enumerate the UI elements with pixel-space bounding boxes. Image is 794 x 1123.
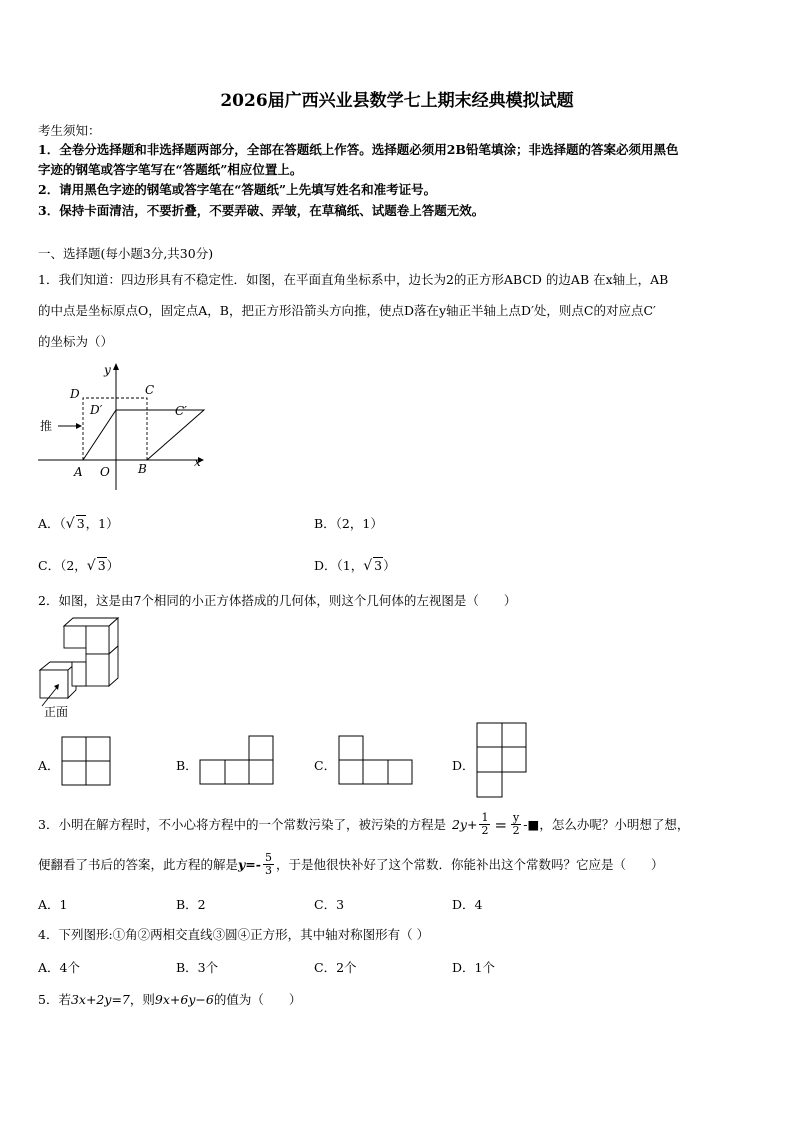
notice-item-2: 2．请用黑色字迹的钢笔或答字笔在“答题纸”上先填写姓名和准考证号。 — [38, 182, 437, 197]
q1-line-3: 的坐标为（） — [38, 334, 114, 349]
q2-option-d-label: D． — [452, 758, 475, 773]
q2-option-b-figure — [199, 735, 277, 787]
q2-text: 2．如图，这是由7个相同的小正方体搭成的几何体，则这个几何体的左视图是（ ） — [38, 593, 517, 608]
q3-option-a: A．1 — [38, 897, 68, 912]
page-title: 2026届广西兴业县数学七上期末经典模拟试题 — [220, 91, 574, 111]
q3-option-c: C．3 — [314, 897, 345, 912]
q1-fig-C: C — [145, 383, 155, 397]
q1-option-a: A．（√ 3，1） — [38, 516, 119, 532]
q1-fig-B: B — [138, 462, 147, 476]
q1-option-c: C．（2，√ 3） — [38, 558, 120, 574]
q1-option-d: D．（1，√ 3） — [314, 558, 396, 574]
q4-text: 4．下列图形:①角②两相交直线③圆④正方形，其中轴对称图形有（ ） — [38, 927, 430, 942]
q4-option-d: D．1个 — [452, 960, 495, 975]
q1-fig-D-prime: D′ — [90, 403, 103, 417]
q1-fig-x: x — [194, 455, 201, 469]
q1-fig-y: y — [104, 363, 111, 377]
q3-option-b: B．2 — [176, 897, 206, 912]
q4-option-c: C．2个 — [314, 960, 357, 975]
q2-front-label: 正面 — [44, 705, 69, 719]
q4-option-a: A．4个 — [38, 960, 80, 975]
q1-line-1: 1．我们知道：四边形具有不稳定性．如图，在平面直角坐标系中，边长为2的正方形ABCD 的边AB 在x轴上，AB — [38, 272, 669, 287]
q3-line-1: 3．小明在解方程时，不小心将方程中的一个常数污染了，被污染的方程是 2y+ $\frac{1}{2}$ = $\frac{y}{2}$ -■ ，怎么办呢？小明想了想， — [38, 811, 690, 838]
q1-fig-C-prime: C′ — [175, 404, 187, 418]
q1-fig-push: 推 — [40, 419, 53, 433]
q3-option-d: D．4 — [452, 897, 483, 912]
q1-coordinate-figure — [36, 360, 206, 492]
q1-line-2: 的中点是坐标原点O，固定点A，B，把正方形沿箭头方向推，使点D落在y轴正半轴上点D′处，则点C的对应点C′ — [38, 303, 656, 318]
section-heading: 一、选择题(每小题3分,共30分) — [38, 246, 214, 261]
q2-option-c-label: C． — [314, 758, 337, 773]
q2-option-a-figure — [61, 736, 113, 788]
notice-item-1: 1．全卷分选择题和非选择题两部分，全部在答题纸上作答。选择题必须用2B铅笔填涂；非选择题的答案必须用黑色 — [38, 142, 679, 157]
q4-option-b: B．3个 — [176, 960, 219, 975]
q2-option-c-figure — [338, 735, 416, 787]
q2-option-b-label: B． — [176, 758, 198, 773]
q1-option-b: B．（2，1） — [314, 516, 383, 531]
notice-item-3: 3．保持卡面清洁，不要折叠，不要弄破、弄皱，在草稿纸、试题卷上答题无效。 — [38, 203, 485, 218]
q3-line-2: 便翻看了书后的答案，此方程的解是 y=- $\frac{5}{3}$ ，于是他很快补好了这个常数．你能补出这个常数吗？它应是（ ） — [38, 851, 664, 878]
notice-heading: 考生须知： — [38, 123, 101, 138]
q1-fig-O: O — [100, 465, 110, 479]
q1-fig-D: D — [70, 387, 80, 401]
q2-option-a-label: A． — [38, 758, 60, 773]
q5-text: 5．若3x+2y=7，则9x+6y−6的值为（ ） — [38, 992, 302, 1007]
q1-fig-A: A — [74, 465, 83, 479]
q2-option-d-figure — [476, 722, 530, 800]
q2-cube-figure — [36, 614, 128, 720]
notice-item-1-cont: 字迹的钢笔或答字笔写在“答题纸”相应位置上。 — [38, 162, 303, 177]
